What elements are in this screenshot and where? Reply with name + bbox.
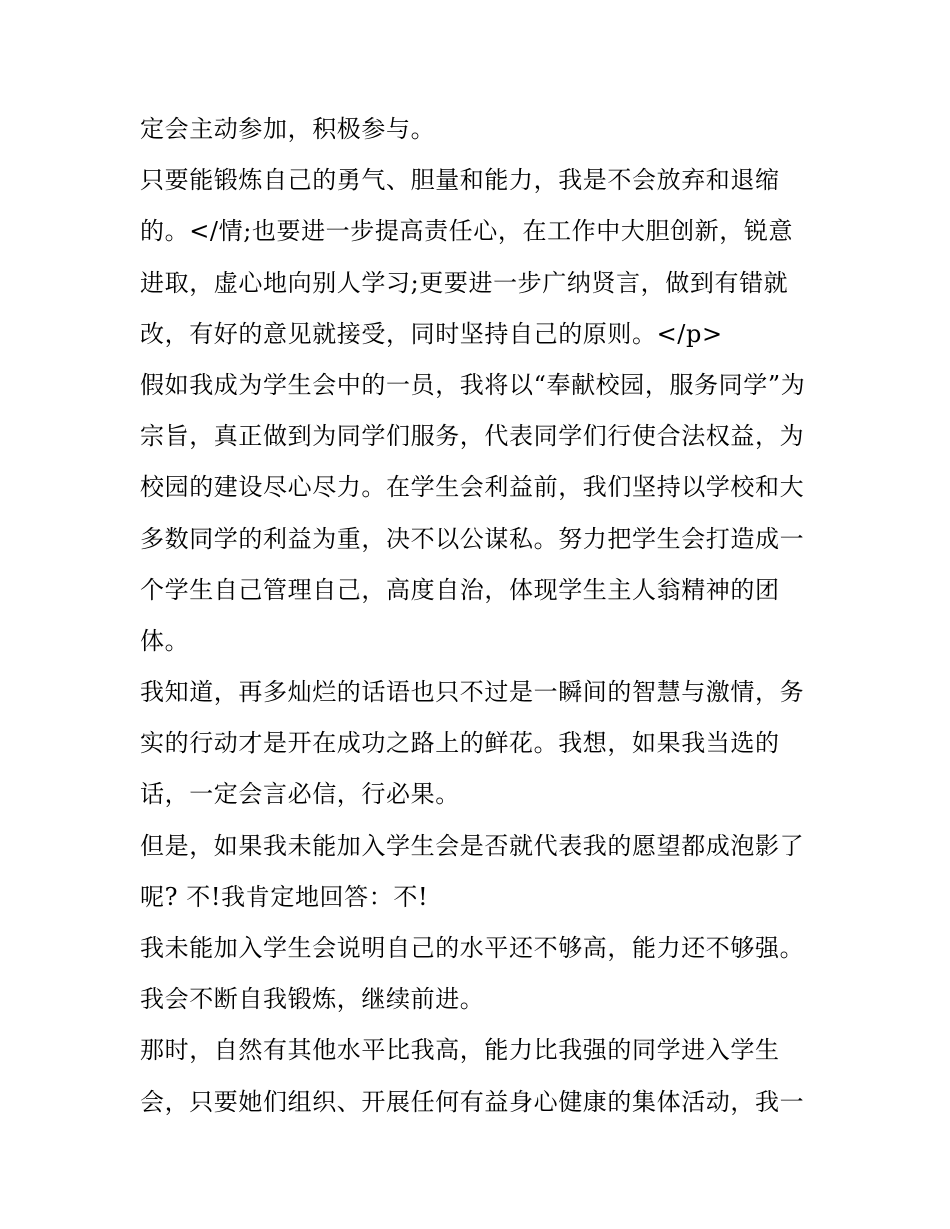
text-line: 假如我成为学生会中的一员，我将以“奉献校园，服务同学”为 [140,370,806,399]
text-line: 宗旨，真正做到为同学们服务，代表同学们行使合法权益，为 [140,422,805,451]
text-line: 我知道，再多灿烂的话语也只不过是一瞬间的智慧与激情，务 [140,678,805,707]
text-line: 只要能锻炼自己的勇气、胆量和能力，我是不会放弃和退缩 [140,166,780,195]
text-line: 改，有好的意见就接受，同时坚持自己的原则。</p> [140,319,723,348]
text-line: 校园的建设尽心尽力。在学生会利益前，我们坚持以学校和大 [140,473,805,502]
text-line: 多数同学的利益为重，决不以公谋私。努力把学生会打造成一 [140,524,805,553]
text-line: 的。</情;也要进一步提高责任心，在工作中大胆创新，锐意 [140,217,794,246]
text-line: 但是，如果我未能加入学生会是否就代表我的愿望都成泡影了 [140,831,805,860]
text-line: 会，只要她们组织、开展任何有益身心健康的集体活动，我一 [140,1087,805,1116]
text-line: 体。 [140,626,190,655]
text-line: 呢? 不!我肯定地回答：不! [140,882,429,911]
text-line: 我未能加入学生会说明自己的水平还不够高，能力还不够强。 [140,934,805,962]
text-line: 个学生自己管理自己，高度自治，体现学生主人翁精神的团 [140,575,780,604]
text-line: 实的行动才是开在成功之路上的鲜花。我想，如果我当选的 [140,729,780,758]
document-text-body [140,104,820,1128]
text-line: 定会主动参加，积极参与。 [140,115,436,143]
text-line: 我会不断自我锻炼，继续前进。 [140,985,485,1014]
text-line: 话，一定会言必信，行必果。 [140,780,460,809]
text-line: 进取，虚心地向别人学习;更要进一步广纳贤言，做到有错就 [140,268,789,297]
text-line: 那时，自然有其他水平比我高，能力比我强的同学进入学生 [140,1036,780,1065]
